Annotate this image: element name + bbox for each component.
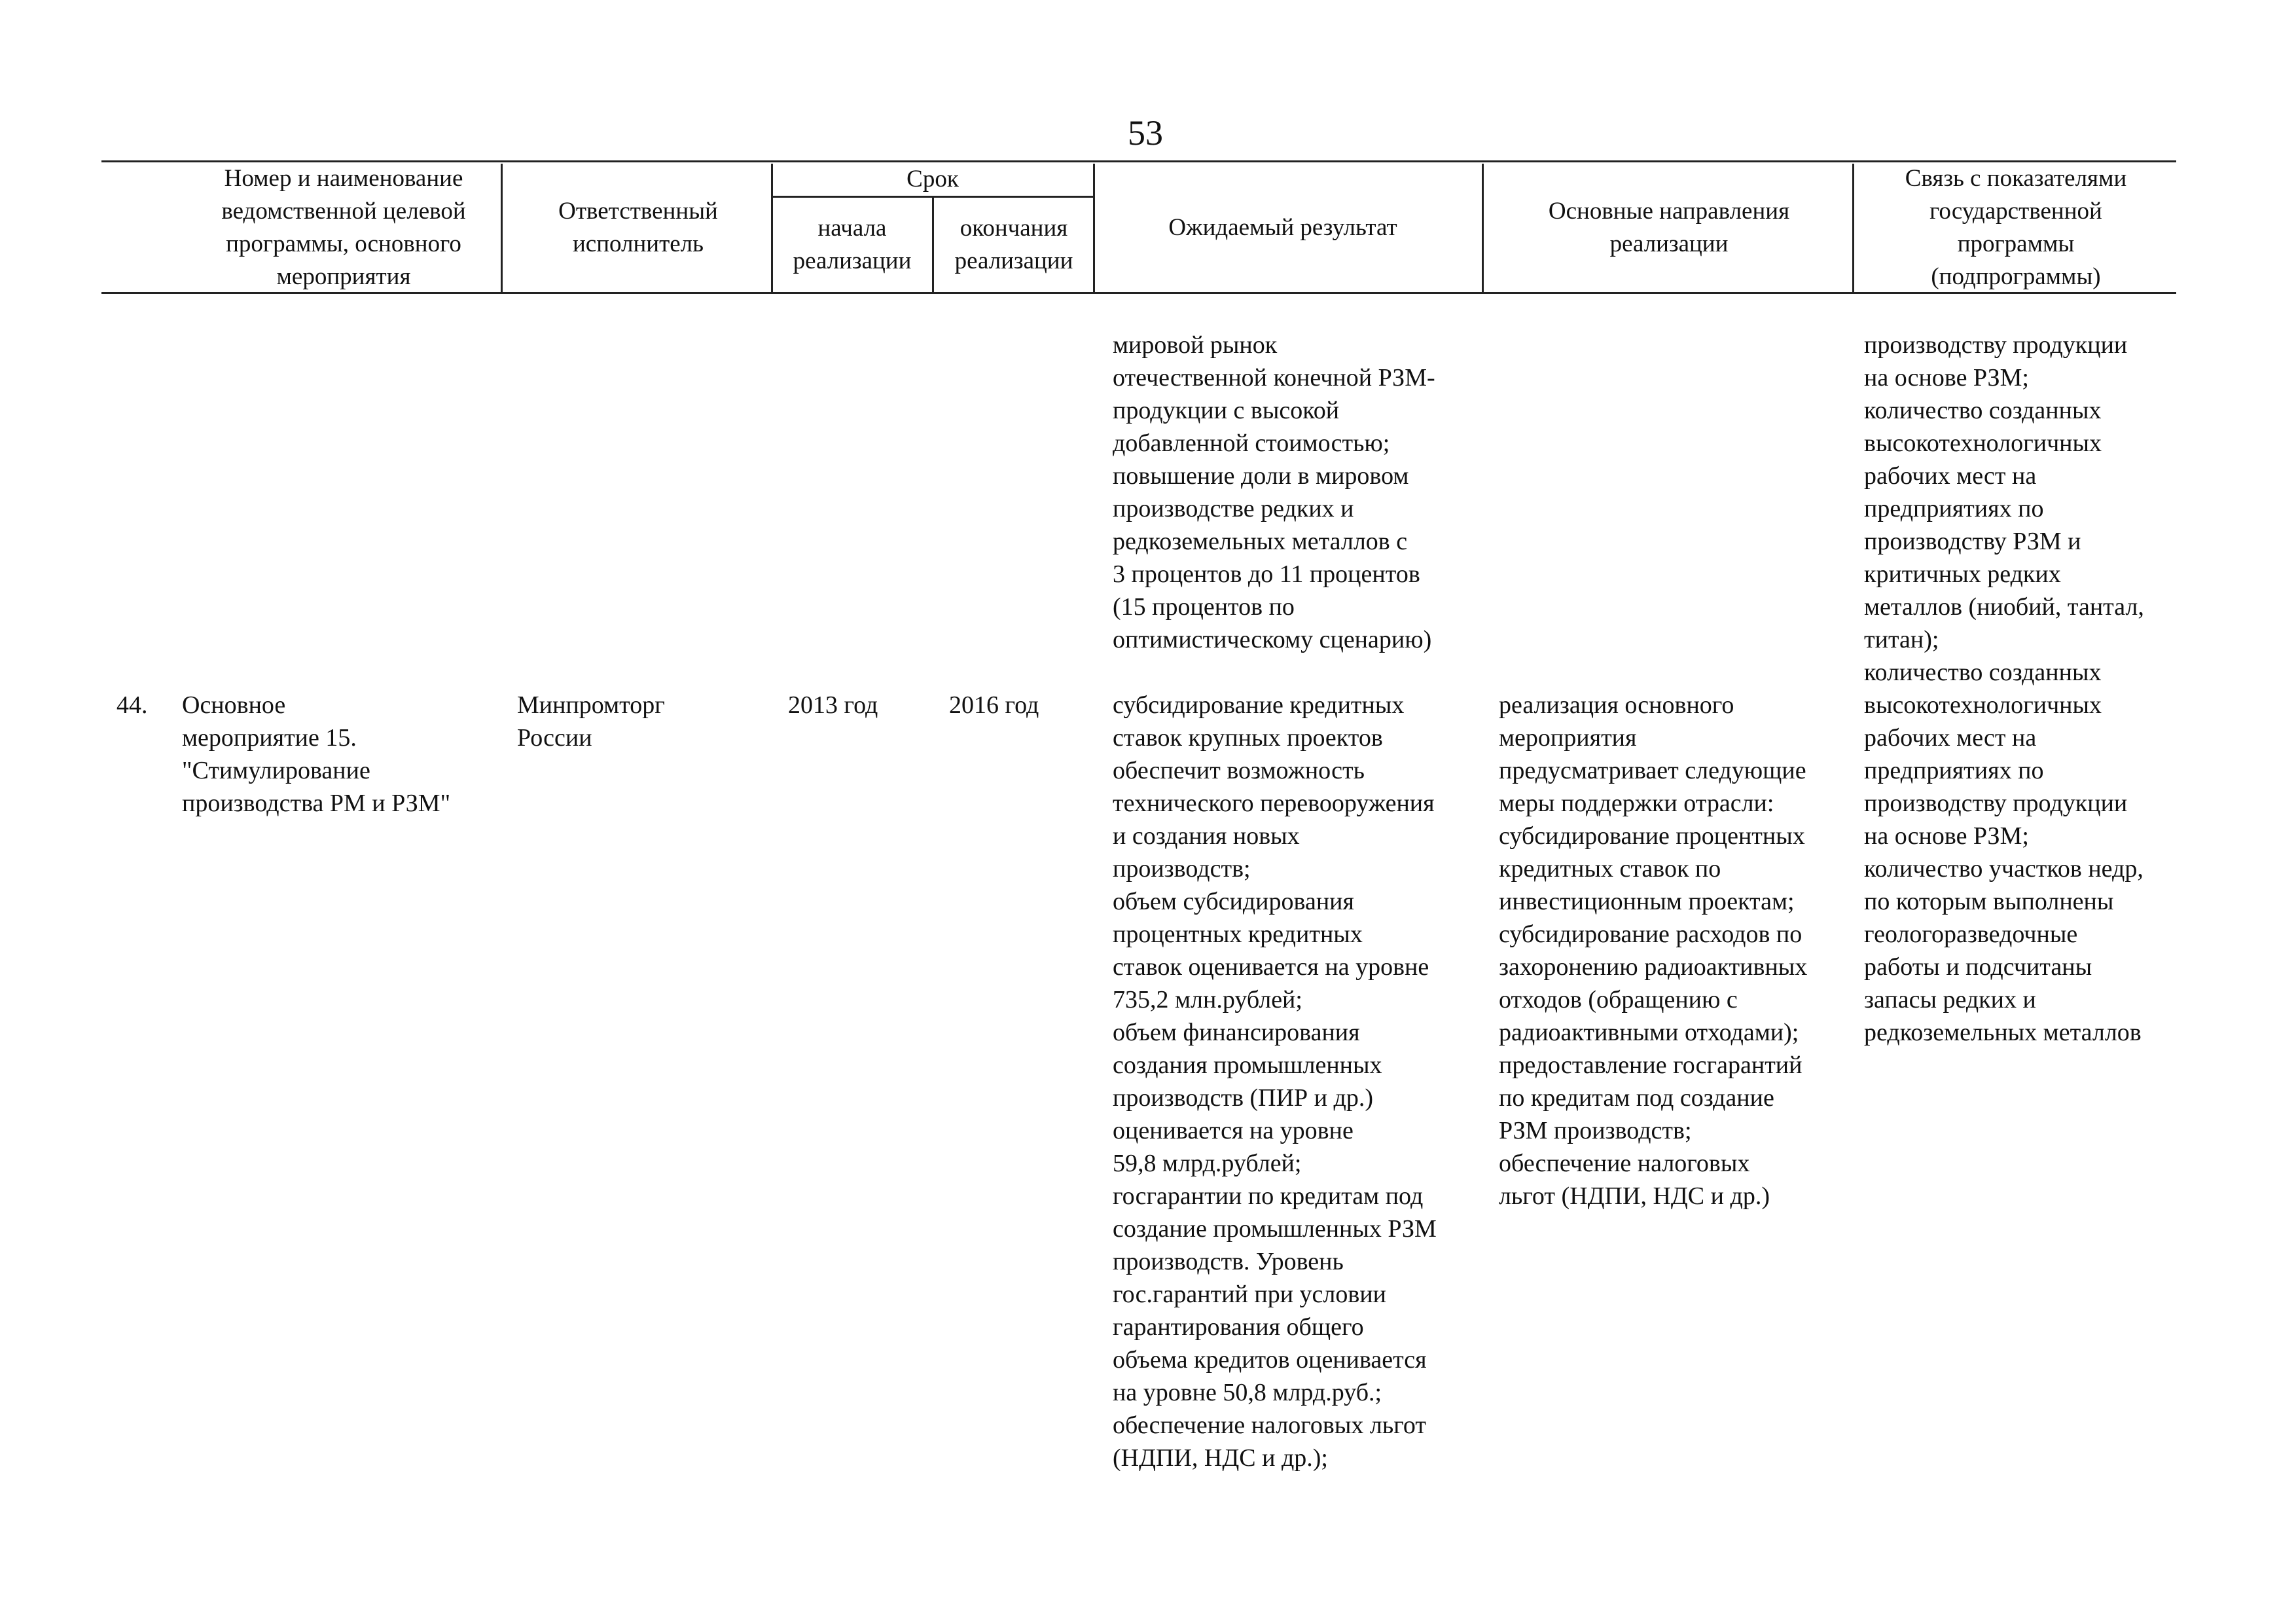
header-divider-5 <box>1482 164 1484 294</box>
header-start: начала реализации <box>793 215 912 274</box>
header-program: Номер и наименование ведомственной целевой программы, основного мероприятия <box>221 165 466 290</box>
row-result: субсидирование кредитных ставок крупных проектов обеспечит возможность технического перевооружения и создания новых производств; объем субсидирования процентных кредитных ставок оценивается на уровне 735,2 млн.рублей; объем финансирования создания промышленных производств (ПИР и др.) оценивается на уровне 59,8 млрд.рублей; госгарантии по кредитам под создание промышленных РЗМ производств. Уровень гос.гарантий при условии гарантирования общего объема кредитов оценивается на уровне 50,8 млрд.руб.; обеспечение налоговых льгот (НДПИ, НДС и др.); <box>1113 691 1437 1472</box>
header-end: окончания реализации <box>954 215 1073 274</box>
header-divider-6 <box>1852 164 1854 294</box>
row-name: Основное мероприятие 15. "Стимулирование производства РМ и РЗМ" <box>182 691 451 817</box>
page-number: 53 <box>1128 113 1163 153</box>
continuation-indicators: производству продукции на основе РЗМ; количество созданных высокотехнологичных рабочих мест на предприятиях по производству РЗМ и критичных редких металлов (ниобий, тантал, титан); количество созданных высокотехнологичных рабочих мест на предприятиях по производству продукции на основе РЗМ; количество участков недр, по которым выполнены геологоразведочные работы и подсчитаны запасы редких и редкоземельных металлов <box>1864 331 2144 1046</box>
header-indicators: Связь с показателями государственной программы (подпрограммы) <box>1905 165 2127 290</box>
header-term: Срок <box>906 166 959 192</box>
row-number: 44. <box>117 691 148 719</box>
row-executor: Минпромторг России <box>517 691 665 752</box>
header-executor: Ответственный исполнитель <box>558 198 718 257</box>
header-divider-4 <box>1093 164 1095 294</box>
row-end: 2016 год <box>949 691 1039 719</box>
header-directions: Основные направления реализации <box>1548 198 1790 257</box>
header-divider-3 <box>932 198 934 294</box>
row-directions: реализация основного мероприятия предусматривает следующие меры поддержки отрасли: субсидирование процентных кредитных ставок по инвестиционным проектам; субсидирование расходов по захоронению радиоактивных отходов (обращению с радиоактивными отходами); предоставление госгарантий по кредитам под создание РЗМ производств; обеспечение налоговых льгот (НДПИ, НДС и др.) <box>1499 691 1808 1210</box>
header-result: Ожидаемый результат <box>1168 214 1397 241</box>
row-start: 2013 год <box>788 691 878 719</box>
continuation-result: мировой рынок отечественной конечной РЗМ- продукции с высокой добавленной стоимостью; повышение доли в мировом производстве редких и редкоземельных металлов с 3 процентов до 11 процентов (15 процентов по оптимистическому сценарию) <box>1113 331 1435 653</box>
header-divider-1 <box>501 164 503 294</box>
